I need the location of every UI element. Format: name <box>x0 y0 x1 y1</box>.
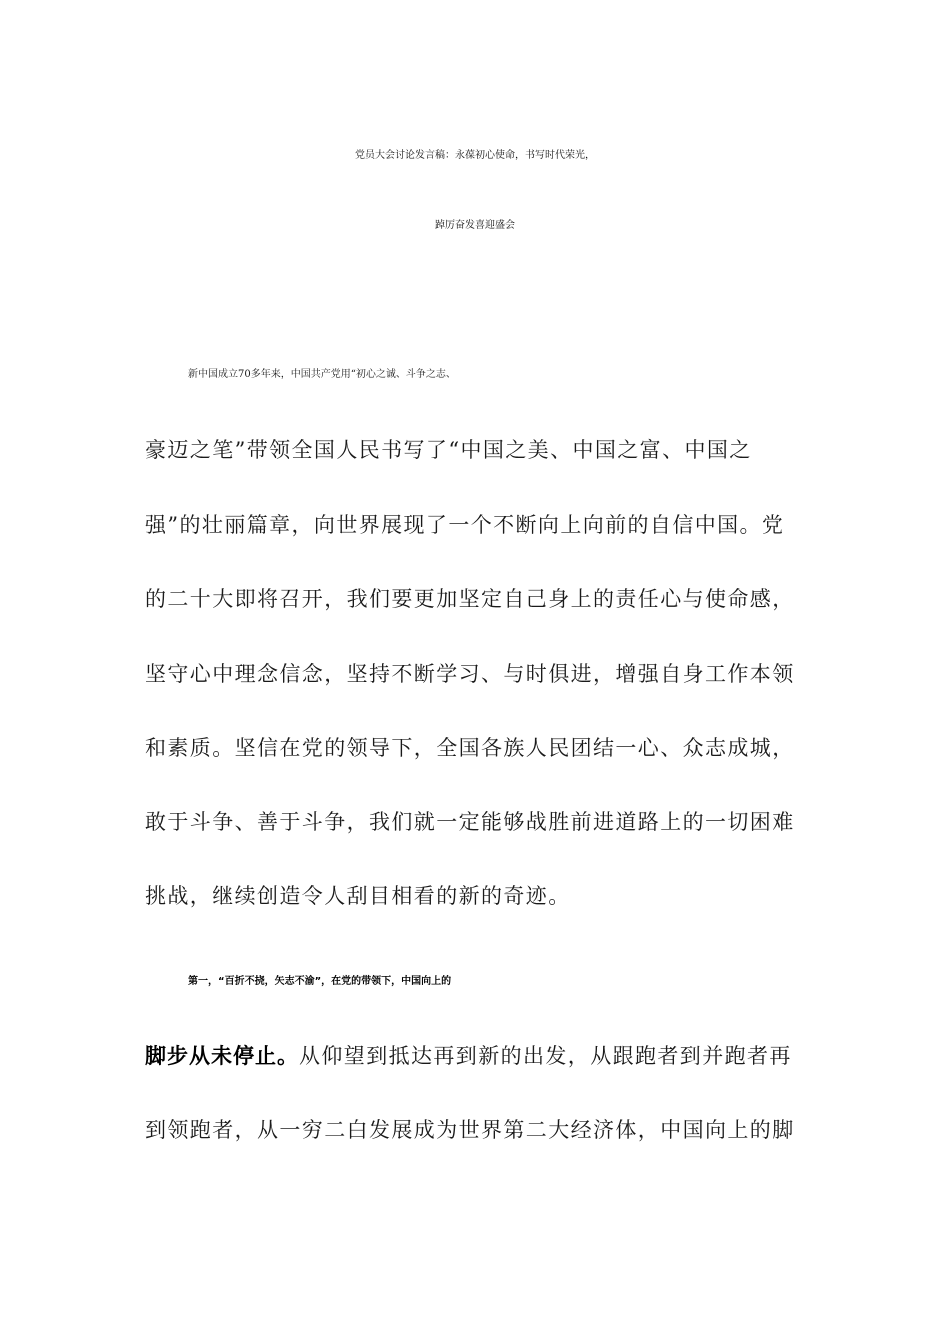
paragraph-1-line-1: 新中国成立70多年来，中国共产党用“初心之诚、斗争之志、 <box>188 369 456 380</box>
paragraph-1-line-2: 豪迈之笔”带领全国人民书写了“中国之美、中国之富、中国之 <box>145 438 752 462</box>
paragraph-2-heading-line-2: 脚步从未停止。 <box>145 1044 299 1068</box>
paragraph-2-line-2-text: 从仰望到抵达再到新的出发，从跟跑者到并跑者再 <box>299 1044 792 1068</box>
document-title-line-1: 党员大会讨论发言稿：永葆初心使命，书写时代荣光， <box>355 150 595 161</box>
document-title-line-2: 踔厉奋发喜迎盛会 <box>435 220 515 231</box>
paragraph-1-line-7: 敢于斗争、善于斗争，我们就一定能够战胜前进道路上的一切困难 <box>145 810 795 834</box>
paragraph-2-line-2 <box>145 1041 805 1071</box>
paragraph-1-line-3: 强”的壮丽篇章，向世界展现了一个不断向上向前的自信中国。党 <box>145 513 785 537</box>
paragraph-1-line-4: 的二十大即将召开，我们要更加坚定自己身上的责任心与使命感， <box>145 587 795 611</box>
paragraph-2-heading-line-1: 第一，“百折不挠，矢志不渝”，在党的带领下，中国向上的 <box>188 976 452 987</box>
paragraph-1-line-8: 挑战，继续创造令人刮目相看的新的奇迹。 <box>145 884 571 908</box>
paragraph-1-line-5: 坚守心中理念信念，坚持不断学习、与时俱进，增强自身工作本领 <box>145 662 795 686</box>
paragraph-1-line-6: 和素质。坚信在党的领导下，全国各族人民团结一心、众志成城， <box>145 736 795 760</box>
paragraph-2-line-3: 到领跑者，从一穷二白发展成为世界第二大经济体，中国向上的脚 <box>145 1118 795 1142</box>
